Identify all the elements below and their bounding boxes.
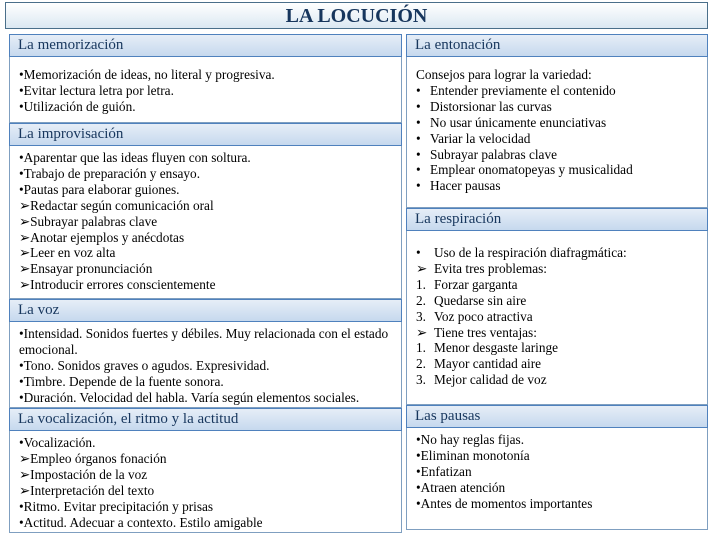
list-item: •Actitud. Adecuar a contexto. Estilo amigable bbox=[19, 514, 263, 530]
list-item: •Intensidad. Sonidos fuertes y débiles. Muy relacionada con el estado emocional. bbox=[19, 326, 389, 357]
page-title: LA LOCUCIÓN bbox=[5, 2, 708, 29]
improvisacion-body bbox=[9, 146, 402, 299]
voz-heading: La voz bbox=[9, 299, 402, 322]
list-item: •Duración. Velocidad del habla. Varía según elementos sociales. bbox=[19, 389, 360, 405]
list-item: •Eliminan monotonía bbox=[416, 447, 530, 463]
list-item: 2. Mayor cantidad aire bbox=[416, 356, 542, 372]
list-item: • Subrayar palabras clave bbox=[416, 146, 557, 162]
list-item: • Uso de la respiración diafragmática: bbox=[416, 245, 627, 260]
list-item: ➢Subrayar palabras clave bbox=[19, 213, 158, 229]
list-item: •Antes de momentos importantes bbox=[416, 495, 593, 511]
list-item: • Entender previamente el contenido bbox=[416, 82, 616, 98]
list-item: •Vocalización. bbox=[19, 435, 96, 450]
list-item: •No hay reglas fijas. bbox=[416, 432, 525, 447]
list-item: •Evitar lectura letra por letra. bbox=[19, 82, 174, 98]
respiracion-heading: La respiración bbox=[406, 208, 708, 231]
vocalizacion-body bbox=[9, 431, 402, 533]
list-item: •Trabajo de preparación y ensayo. bbox=[19, 165, 201, 181]
list-item: 2. Quedarse sin aire bbox=[416, 292, 527, 308]
list-item: •Atraen atención bbox=[416, 479, 506, 495]
list-item: ➢Impostación de la voz bbox=[19, 466, 148, 482]
list-item: • Variar la velocidad bbox=[416, 130, 531, 146]
entonacion-heading: La entonación bbox=[406, 34, 708, 57]
entonacion-intro: Consejos para lograr la variedad: bbox=[416, 67, 592, 82]
list-item: • Distorsionar las curvas bbox=[416, 98, 552, 114]
pausas-heading: Las pausas bbox=[406, 405, 708, 428]
list-item: •Timbre. Depende de la fuente sonora. bbox=[19, 373, 224, 389]
pausas-body bbox=[406, 428, 708, 530]
improvisacion-heading: La improvisación bbox=[9, 123, 402, 146]
list-item: 1. Forzar garganta bbox=[416, 276, 518, 292]
list-item: • Emplear onomatopeyas y musicalidad bbox=[416, 162, 633, 178]
list-item: •Ritmo. Evitar precipitación y prisas bbox=[19, 498, 214, 514]
list-item: ➢Anotar ejemplos y anécdotas bbox=[19, 229, 185, 245]
list-item: •Enfatizan bbox=[416, 463, 472, 479]
list-item: ➢Leer en voz alta bbox=[19, 245, 116, 261]
list-item: •Memorización de ideas, no literal y progresiva. bbox=[19, 67, 275, 82]
list-item: ➢Empleo órganos fonación bbox=[19, 450, 167, 466]
list-item: ➢Ensayar pronunciación bbox=[19, 261, 153, 277]
list-item: 1. Menor desgaste laringe bbox=[416, 340, 559, 356]
left-column bbox=[9, 34, 402, 533]
list-item: • Hacer pausas bbox=[416, 178, 501, 194]
memorizacion-heading: La memorización bbox=[9, 34, 402, 57]
list-item: ➢ Tiene tres ventajas: bbox=[416, 324, 537, 340]
list-item: ➢Interpretación del texto bbox=[19, 482, 155, 498]
entonacion-body bbox=[406, 57, 708, 208]
list-item: ➢Redactar según comunicación oral bbox=[19, 197, 214, 213]
memorizacion-body bbox=[9, 57, 402, 123]
vocalizacion-heading: La vocalización, el ritmo y la actitud bbox=[9, 408, 402, 431]
voz-body bbox=[9, 322, 402, 408]
list-item: •Aparentar que las ideas fluyen con soltura. bbox=[19, 150, 251, 165]
list-item: ➢Introducir errores conscientemente bbox=[19, 277, 216, 293]
right-column bbox=[406, 34, 708, 530]
list-item: •Utilización de guión. bbox=[19, 98, 136, 114]
list-item: ➢ Evita tres problemas: bbox=[416, 260, 547, 276]
list-item: 3. Voz poco atractiva bbox=[416, 308, 533, 324]
respiracion-body bbox=[406, 231, 708, 405]
list-item: 3. Mejor calidad de voz bbox=[416, 372, 547, 388]
list-item: • No usar únicamente enunciativas bbox=[416, 114, 607, 130]
list-item: •Pautas para elaborar guiones. bbox=[19, 181, 180, 197]
list-item: •Tono. Sonidos graves o agudos. Expresividad. bbox=[19, 357, 270, 373]
